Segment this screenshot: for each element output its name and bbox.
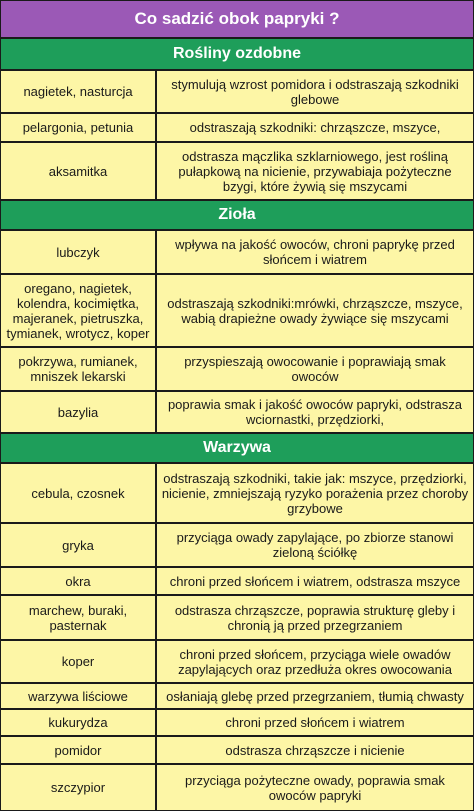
plant-cell: nagietek, nasturcja	[1, 71, 155, 112]
section-header-herbs: Zioła	[1, 201, 473, 229]
plant-cell: lubczyk	[1, 231, 155, 273]
effect-cell: przyciąga owady zapylające, po zbiorze stanowi zieloną ściółkę	[157, 524, 473, 566]
table-row	[1, 464, 473, 522]
effect-cell: odstraszają szkodniki, takie jak: mszyce, przędziorki, nicienie, zmniejszają ryzyko porażenia przez choroby grzybowe	[157, 464, 473, 522]
table-row	[1, 684, 473, 708]
effect-cell: poprawia smak i jakość owoców papryki, odstrasza wciornastki, przędziorki,	[157, 392, 473, 432]
table-row	[1, 737, 473, 763]
table-row	[1, 641, 473, 682]
table-row	[1, 143, 473, 199]
effect-cell: chroni przed słońcem i wiatrem, odstrasza mszyce	[157, 568, 473, 594]
effect-cell: przyciąga pożyteczne owady, poprawia smak owoców papryki	[157, 765, 473, 810]
effect-cell: chroni przed słońcem, przyciąga wiele owadów zapylających oraz przedłuża okres owocowania	[157, 641, 473, 682]
plant-cell: okra	[1, 568, 155, 594]
table-row	[1, 114, 473, 141]
plant-cell: aksamitka	[1, 143, 155, 199]
plant-cell: warzywa liściowe	[1, 684, 155, 708]
table-row	[1, 348, 473, 390]
section-header-ornamental: Rośliny ozdobne	[1, 39, 473, 69]
plant-cell: cebula, czosnek	[1, 464, 155, 522]
table-row	[1, 524, 473, 566]
effect-cell: odstrasza chrząszcze, poprawia strukturę gleby i chronią ją przed przegrzaniem	[157, 596, 473, 639]
plant-cell: koper	[1, 641, 155, 682]
effect-cell: odstraszają szkodniki:mrówki, chrząszcze, mszyce, wabią drapieżne owady żywiące się mszycami	[157, 275, 473, 346]
effect-cell: odstraszają szkodniki: chrząszcze, mszyce,	[157, 114, 473, 141]
table-row	[1, 710, 473, 735]
plant-cell: szczypior	[1, 765, 155, 810]
table-row	[1, 568, 473, 594]
effect-cell: odstrasza mączlika szklarniowego, jest rośliną pułapkową na nicienie, przywabiaja pożyteczne bzygi, które żywią się mszycami	[157, 143, 473, 199]
table-row	[1, 765, 473, 810]
plant-cell: marchew, buraki, pasternak	[1, 596, 155, 639]
table-row	[1, 71, 473, 112]
table-row	[1, 275, 473, 346]
table-row	[1, 392, 473, 432]
effect-cell: wpływa na jakość owoców, chroni paprykę przed słońcem i wiatrem	[157, 231, 473, 273]
plant-cell: kukurydza	[1, 710, 155, 735]
section-header-vegetables: Warzywa	[1, 434, 473, 462]
table-title: Co sadzić obok papryki ?	[1, 1, 473, 37]
effect-cell: przyspieszają owocowanie i poprawiają smak owoców	[157, 348, 473, 390]
plant-cell: bazylia	[1, 392, 155, 432]
effect-cell: osłaniają glebę przed przegrzaniem, tłumią chwasty	[157, 684, 473, 708]
table-row	[1, 596, 473, 639]
plant-cell: oregano, nagietek, kolendra, kocimiętka, majeranek, pietruszka, tymianek, wrotycz, koper	[1, 275, 155, 346]
effect-cell: stymulują wzrost pomidora i odstraszają szkodniki glebowe	[157, 71, 473, 112]
effect-cell: chroni przed słońcem i wiatrem	[157, 710, 473, 735]
effect-cell: odstrasza chrząszcze i nicienie	[157, 737, 473, 763]
plant-cell: pokrzywa, rumianek, mniszek lekarski	[1, 348, 155, 390]
plant-cell: gryka	[1, 524, 155, 566]
plant-cell: pomidor	[1, 737, 155, 763]
table-row	[1, 231, 473, 273]
plant-cell: pelargonia, petunia	[1, 114, 155, 141]
